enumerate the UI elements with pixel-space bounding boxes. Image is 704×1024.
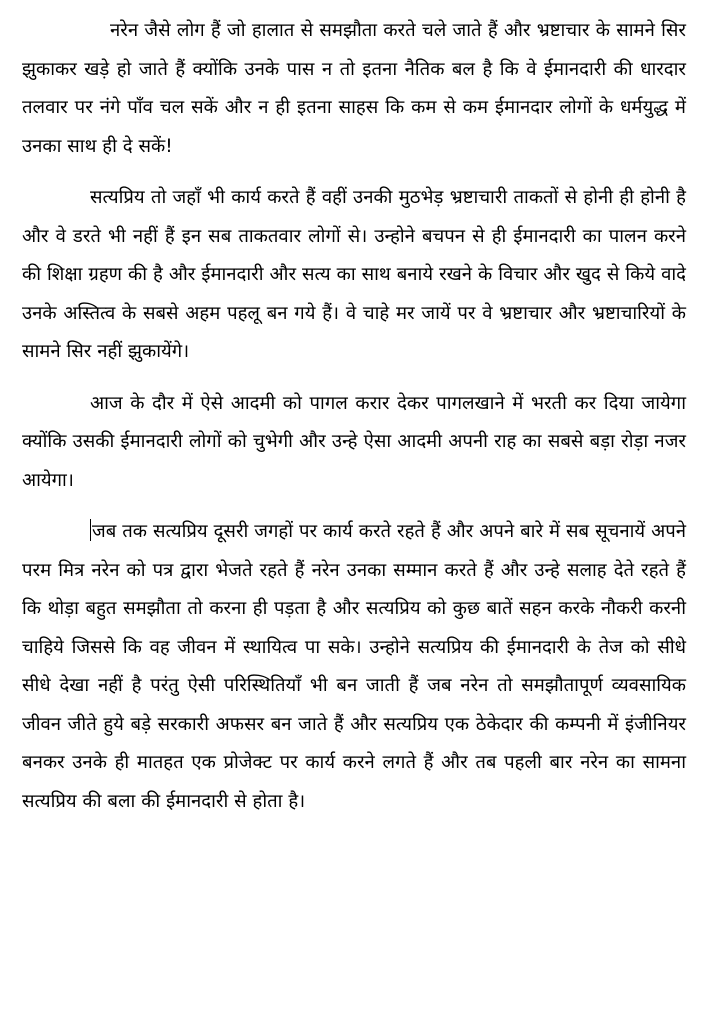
paragraph-3-text: आज के दौर में ऐसे आदमी को पागल करार देकर पागलखाने में भरती कर दिया जायेगा क्योंकि उसकी ईमानदारी लोगों को चुभेगी और उन्हे ऐसा आदमी अपनी राह का सबसे बड़ा रोड़ा नजर आयेगा। — [22, 392, 686, 491]
paragraph-4[interactable] — [22, 513, 686, 821]
paragraph-1-text: नरेन जैसे लोग हैं जो हालात से समझौता करते चले जाते हैं और भ्रष्टाचार के सामने सिर झुकाकर खड़े हो जाते हैं क्योंकि उनके पास न तो इतना नैतिक बल है कि वे ईमानदारी की धारदार तलवार पर नंगे पाँव चल सकें और न ही इतना साहस कि कम से कम ईमानदार लोगों के धर्मयुद्ध में उनका साथ ही दे सकें! — [22, 20, 686, 157]
text-cursor — [90, 519, 91, 541]
paragraph-3 — [22, 385, 686, 501]
document-page — [22, 12, 686, 834]
paragraph-2 — [22, 179, 686, 372]
paragraph-1 — [22, 12, 686, 166]
paragraph-4-text[interactable]: जब तक सत्यप्रिय दूसरी जगहों पर कार्य करते रहते हैं और अपने बारे में सब सूचनायें अपने परम मित्र नरेन को पत्र द्वारा भेजते रहते हैं नरेन उनका सम्मान करते हैं और उन्हे सलाह देते रहते हैं कि थोड़ा बहुत समझौता तो करना ही पड़ता है और सत्यप्रिय को कुछ बातें सहन करके नौकरी करनी चाहिये जिससे कि वह जीवन में स्थायित्व पा सके। उन्होने सत्यप्रिय की ईमानदारी के तेज को सीधे सीधे देखा नहीं है परंतु ऐसी परिस्थितियाँ भी बन जाती हैं जब नरेन तो समझौतापूर्ण व्यवसायिक जीवन जीते हुये बड़े सरकारी अफसर बन जाते हैं और सत्यप्रिय एक ठेकेदार की कम्पनी में इंजीनियर बनकर उनके ही मातहत एक प्रोजेक्ट पर कार्य करने लगते हैं और तब पहली बार नरेन का सामना सत्यप्रिय की बला की ईमानदारी से होता है। — [22, 521, 686, 812]
paragraph-2-text: सत्यप्रिय तो जहाँ भी कार्य करते हैं वहीं उनकी मुठभेड़ भ्रष्टाचारी ताकतों से होनी ही होनी है और वे डरते भी नहीं हैं इन सब ताकतवार लोगों से। उन्होने बचपन से ही ईमानदारी का पालन करने की शिक्षा ग्रहण की है और ईमानदारी और सत्य का साथ बनाये रखने के विचार और खुद से किये वादे उनके अस्तित्व के सबसे अहम पहलू बन गये हैं। वे चाहे मर जायें पर वे भ्रष्टाचार और भ्रष्टाचारियों के सामने सिर नहीं झुकायेंगे। — [22, 187, 686, 362]
